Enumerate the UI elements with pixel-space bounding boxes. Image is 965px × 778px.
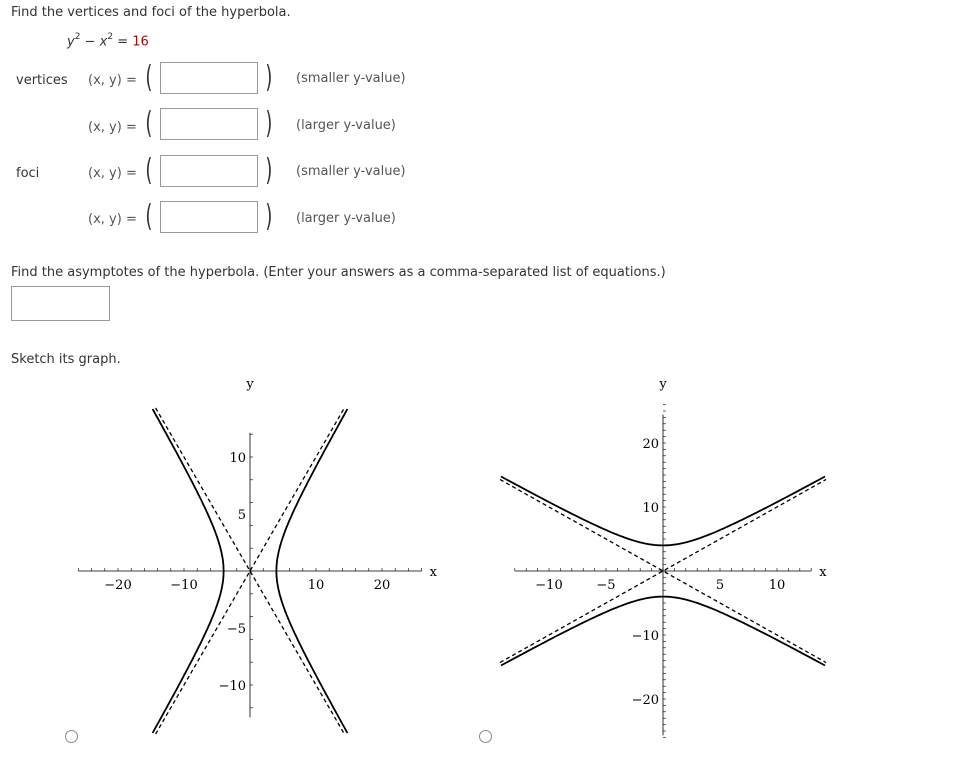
xy-equals: = — [125, 212, 137, 227]
xy-text: (x, y) — [88, 212, 122, 227]
vertex-larger-input[interactable] — [160, 108, 258, 140]
y-tick-label: −20 — [631, 693, 659, 708]
left-paren: ( — [145, 60, 153, 95]
vertex-larger-hint: (larger y-value) — [296, 118, 396, 133]
focus-smaller-input[interactable] — [160, 155, 258, 187]
xy-label — [88, 120, 137, 135]
x-tick-label: 10 — [307, 578, 325, 593]
x-tick-label: −10 — [170, 578, 198, 593]
xy-label — [88, 212, 137, 227]
x-tick-label: 5 — [715, 578, 725, 593]
x-tick-label: −5 — [596, 578, 616, 593]
y-tick-label: −5 — [226, 622, 246, 637]
question-prompt: Find the vertices and foci of the hyperbola. — [11, 5, 291, 20]
xy-text: (x, y) — [88, 166, 122, 181]
xy-text: (x, y) — [88, 120, 122, 135]
foci-label: foci — [16, 166, 40, 181]
right-paren: ) — [265, 60, 273, 95]
sketch-prompt: Sketch its graph. — [11, 352, 121, 367]
equation-var-x: x — [99, 34, 108, 50]
graph-option-1[interactable] — [70, 372, 450, 744]
y-axis-label: y — [659, 377, 667, 392]
xy-equals: = — [125, 120, 137, 135]
x-tick-label: −10 — [535, 578, 563, 593]
x-axis-label: x — [819, 565, 827, 580]
y-axis-label: y — [246, 377, 254, 392]
xy-equals: = — [125, 73, 137, 88]
y-tick-label: 5 — [237, 508, 246, 523]
y-tick-label: −10 — [631, 629, 659, 644]
left-paren: ( — [145, 199, 153, 234]
x-axis-label: x — [429, 565, 437, 580]
equation-rhs: 16 — [132, 34, 149, 50]
xy-equals: = — [125, 166, 137, 181]
graph-option-2[interactable] — [490, 372, 870, 744]
focus-larger-hint: (larger y-value) — [296, 211, 396, 226]
right-paren: ) — [265, 199, 273, 234]
xy-label — [88, 166, 137, 181]
equation-exponent-2: 2 — [107, 32, 114, 42]
y-tick-label: 20 — [642, 437, 659, 452]
vertices-label: vertices — [16, 73, 68, 88]
y-tick-label: 10 — [642, 501, 659, 516]
equation-var-y: y — [67, 34, 75, 50]
hyperbola-equation — [67, 33, 149, 49]
vertex-smaller-input[interactable] — [160, 62, 258, 94]
asymptotes-prompt: Find the asymptotes of the hyperbola. (Enter your answers as a comma-separated list of equations.) — [11, 265, 666, 280]
y-tick-label: 10 — [229, 451, 246, 466]
xy-label — [88, 73, 137, 88]
left-paren: ( — [145, 106, 153, 141]
x-tick-label: 10 — [768, 578, 786, 593]
focus-larger-input[interactable] — [160, 201, 258, 233]
left-paren: ( — [145, 153, 153, 188]
xy-text: (x, y) — [88, 73, 122, 88]
asymptotes-input[interactable] — [11, 286, 110, 321]
right-paren: ) — [265, 153, 273, 188]
right-paren: ) — [265, 106, 273, 141]
equation-exponent-1: 2 — [74, 32, 81, 42]
equation-operator: − — [84, 34, 96, 50]
x-tick-label: 20 — [373, 578, 391, 593]
vertex-smaller-hint: (smaller y-value) — [296, 71, 406, 86]
equation-equals: = — [117, 34, 129, 50]
focus-smaller-hint: (smaller y-value) — [296, 164, 406, 179]
y-tick-label: −10 — [218, 679, 246, 694]
x-tick-label: −20 — [104, 578, 132, 593]
